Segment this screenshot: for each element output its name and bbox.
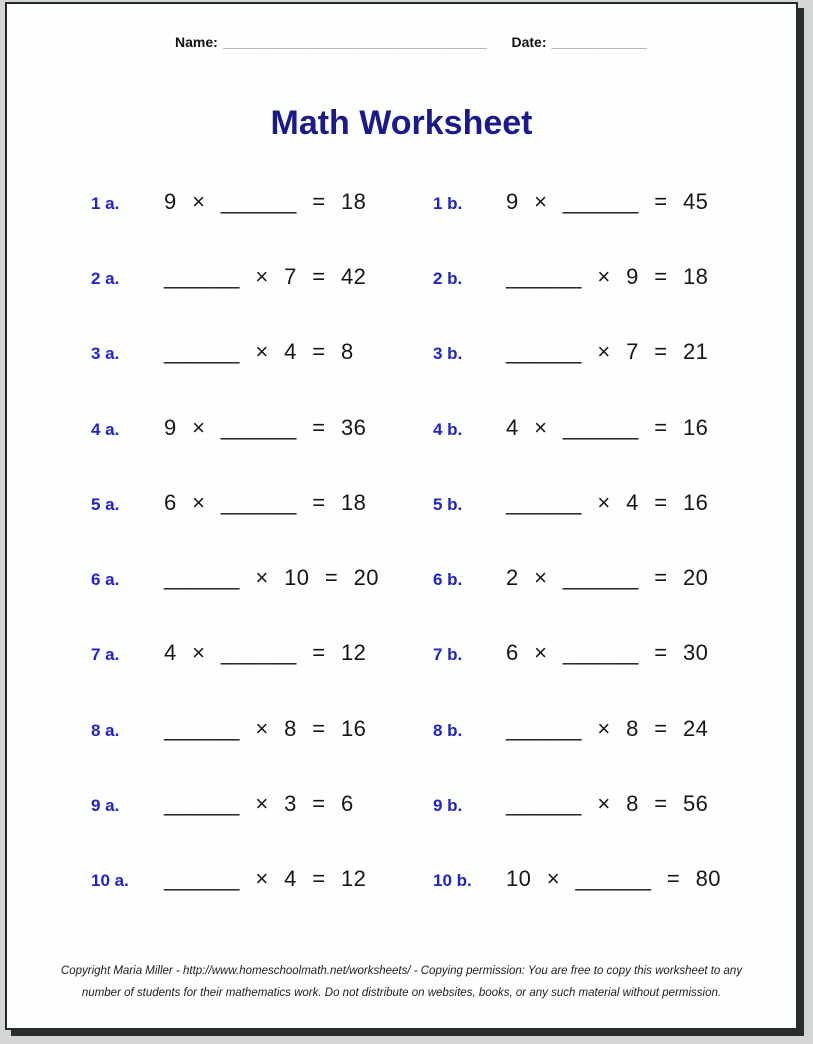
problem-row-8 bbox=[7, 691, 796, 766]
problem-equation: 9 × ______ = 18 bbox=[164, 188, 367, 214]
date-blank-line: ______________ bbox=[551, 34, 647, 50]
problem-row-6 bbox=[7, 540, 796, 615]
problem-equation: 4 × ______ = 12 bbox=[164, 640, 367, 666]
worksheet-page bbox=[5, 2, 798, 1030]
problem-6b bbox=[433, 565, 708, 591]
problem-2b bbox=[433, 264, 708, 290]
problem-row-2 bbox=[7, 239, 796, 314]
problem-label: 4 a. bbox=[91, 419, 120, 439]
name-label: Name: bbox=[175, 34, 218, 50]
page-title: Math Worksheet bbox=[270, 104, 533, 142]
problem-5a bbox=[91, 490, 433, 516]
problem-row-7 bbox=[7, 616, 796, 691]
problem-4b bbox=[433, 415, 708, 441]
problem-4a bbox=[91, 415, 433, 441]
problem-label: 1 a. bbox=[91, 193, 120, 213]
problem-label: 6 a. bbox=[91, 570, 120, 590]
problem-1b bbox=[433, 189, 708, 215]
problem-label: 7 b. bbox=[433, 645, 463, 665]
problem-7a bbox=[91, 640, 433, 666]
problem-label: 6 b. bbox=[433, 570, 463, 590]
problem-9b bbox=[433, 791, 708, 817]
problem-row-9 bbox=[7, 766, 796, 841]
problems-grid bbox=[7, 164, 796, 917]
problem-equation: 6 × ______ = 18 bbox=[164, 489, 367, 515]
problem-row-3 bbox=[7, 315, 796, 390]
problem-3b bbox=[433, 339, 708, 365]
problem-equation: ______ × 4 = 12 bbox=[164, 866, 367, 892]
problem-equation: ______ × 3 = 6 bbox=[164, 791, 354, 817]
problem-3a bbox=[91, 339, 433, 365]
problem-label: 3 b. bbox=[433, 344, 463, 364]
problem-label: 3 a. bbox=[91, 344, 120, 364]
problem-equation: 9 × ______ = 36 bbox=[164, 414, 367, 440]
problem-label: 7 a. bbox=[91, 645, 120, 665]
problem-label: 10 a. bbox=[91, 871, 129, 891]
problem-label: 8 b. bbox=[433, 720, 463, 740]
problem-equation: ______ × 4 = 16 bbox=[506, 489, 709, 515]
problem-label: 9 a. bbox=[91, 796, 120, 816]
problem-label: 2 a. bbox=[91, 268, 120, 288]
problem-label: 1 b. bbox=[433, 193, 463, 213]
copyright-notice: Copyright Maria Miller - http://www.homeschoolmath.net/worksheets/ - Copying permission: You are free to copy this worksheet to any number of students for their mathematics work. Do not distribute on websites, books, or any such material without permission. bbox=[60, 965, 743, 999]
problem-9a bbox=[91, 791, 433, 817]
problem-label: 5 a. bbox=[91, 494, 120, 514]
problem-equation: ______ × 7 = 42 bbox=[164, 263, 367, 289]
problem-label: 10 b. bbox=[433, 871, 472, 891]
problem-2a bbox=[91, 264, 433, 290]
date-label: Date: bbox=[511, 34, 547, 50]
problem-equation: 2 × ______ = 20 bbox=[506, 565, 709, 591]
problem-label: 2 b. bbox=[433, 268, 463, 288]
problem-label: 4 b. bbox=[433, 419, 463, 439]
problem-label: 9 b. bbox=[433, 796, 463, 816]
problem-equation: ______ × 9 = 18 bbox=[506, 263, 709, 289]
problem-row-10 bbox=[7, 842, 796, 917]
problem-10a bbox=[91, 866, 433, 892]
problem-equation: ______ × 8 = 16 bbox=[164, 715, 367, 741]
problem-equation: 4 × ______ = 16 bbox=[506, 414, 709, 440]
problem-7b bbox=[433, 640, 708, 666]
problem-equation: ______ × 4 = 8 bbox=[164, 339, 354, 365]
problem-equation: ______ × 7 = 21 bbox=[506, 339, 709, 365]
header-row bbox=[175, 34, 776, 50]
problem-row-1 bbox=[7, 164, 796, 239]
problem-row-4 bbox=[7, 390, 796, 465]
problem-6a bbox=[91, 565, 433, 591]
problem-10b bbox=[433, 866, 721, 892]
problem-equation: ______ × 10 = 20 bbox=[164, 565, 379, 591]
problem-8b bbox=[433, 716, 708, 742]
problem-row-5 bbox=[7, 465, 796, 540]
problem-1a bbox=[91, 189, 433, 215]
problem-equation: ______ × 8 = 24 bbox=[506, 715, 709, 741]
problem-label: 8 a. bbox=[91, 720, 120, 740]
problem-5b bbox=[433, 490, 708, 516]
problem-equation: 10 × ______ = 80 bbox=[506, 866, 721, 892]
name-blank-line: _______________________________________ bbox=[222, 34, 488, 50]
problem-label: 5 b. bbox=[433, 494, 463, 514]
problem-equation: 9 × ______ = 45 bbox=[506, 188, 709, 214]
problem-equation: ______ × 8 = 56 bbox=[506, 791, 709, 817]
problem-8a bbox=[91, 716, 433, 742]
problem-equation: 6 × ______ = 30 bbox=[506, 640, 709, 666]
